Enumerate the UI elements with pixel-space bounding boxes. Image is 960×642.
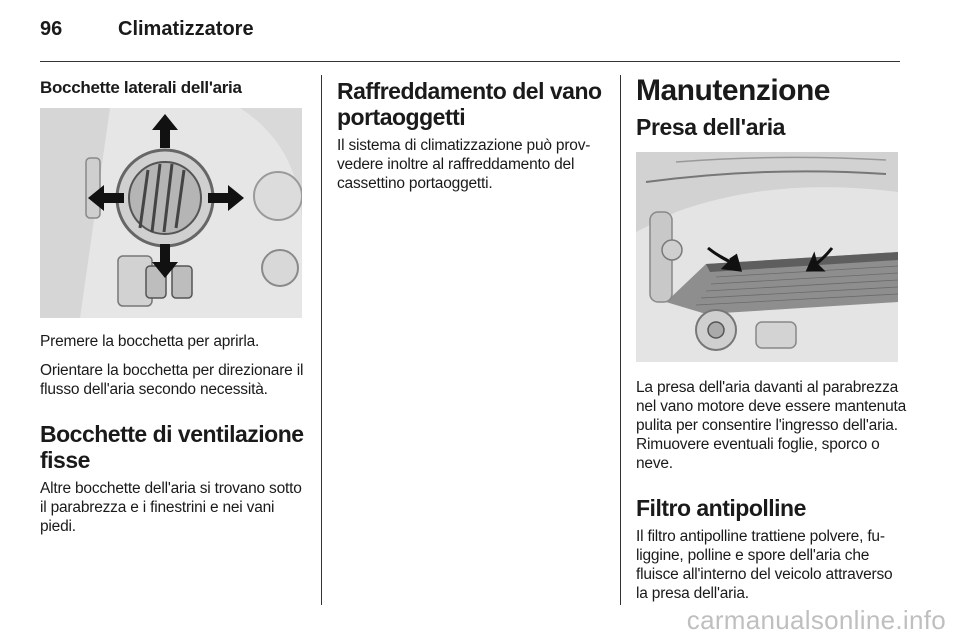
open-vent-instruction: Premere la bocchetta per aprirla. [40,333,260,350]
pollen-filter-heading: Filtro antipolline [636,495,806,521]
page-number: 96 [40,18,63,40]
air-intake-heading: Presa dell'aria [636,114,786,140]
column-glovebox-cooling [337,70,607,203]
glovebox-cooling-text: Il sistema di climatizzazione può provvedere inoltre al raffreddamento del cassettino portaoggetti. [337,137,591,192]
column-divider-2 [620,75,621,605]
direct-vent-instruction: Orientare la bocchetta per direzionare il flusso dell'aria secondo necessità. [40,362,304,398]
fixed-vents-text: Altre bocchette dell'aria si trovano sotto il parabrezza e i finestrini e nei vani piedi. [40,480,302,535]
air-intake-drawing [636,152,898,362]
side-vent-drawing [40,108,302,318]
watermark: carmanualsonline.info [686,605,946,635]
side-vent-illustration [40,108,302,318]
air-intake-text: La presa dell'aria davanti al parabrezza nel vano motore deve essere mantenuta pulita per consentire l'ingresso dell'aria. Rimuovere eventuali foglie, sporco o neve. [636,379,907,472]
column-maintenance [636,70,908,613]
glovebox-cooling-heading: Raffreddamento del vano portaoggetti [337,78,602,130]
maintenance-heading: Manutenzione [636,74,830,107]
column-side-vents [40,70,308,546]
pollen-filter-text: Il filtro antipolline trattiene polvere, fuliggine, polline e spore dell'aria che fluisce all'interno del veicolo attraverso la presa dell'aria. [636,528,893,602]
side-vents-heading: Bocchette laterali dell'aria [40,78,242,97]
page-title: Climatizzatore [118,18,254,40]
air-intake-illustration [636,152,898,362]
fixed-vents-heading: Bocchette di ventilazione fisse [40,421,304,473]
header-divider [40,61,900,62]
column-divider-1 [321,75,322,605]
